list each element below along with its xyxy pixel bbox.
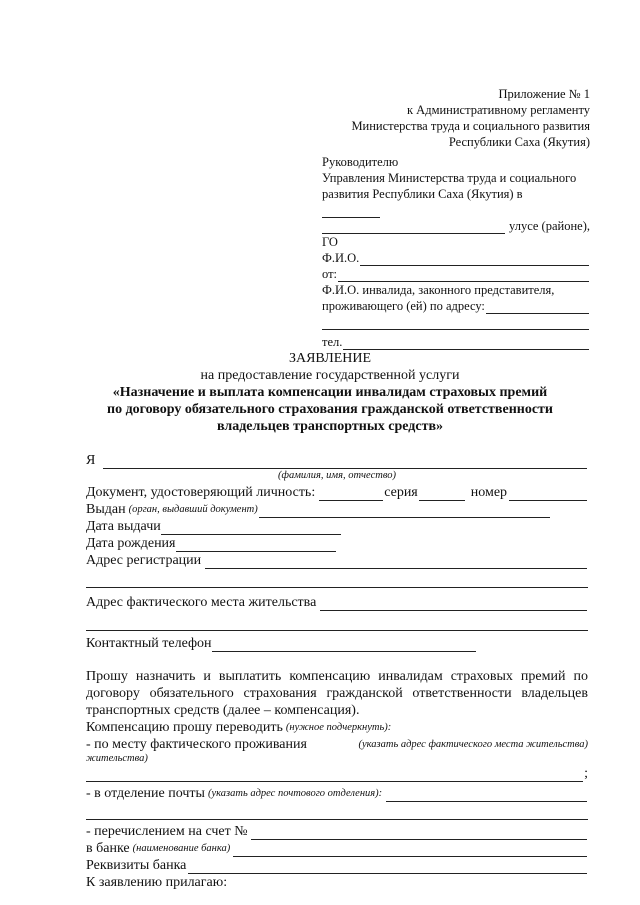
ulus-field[interactable] <box>322 222 505 234</box>
option-account-row <box>86 823 588 840</box>
transfer-label: Компенсацию прошу переводить <box>86 720 283 735</box>
option-residence-hint-cont: жительства) <box>86 753 148 764</box>
addressee-block <box>322 154 590 350</box>
reg-address-label: Адрес регистрации <box>86 553 202 568</box>
appendix-line-2: к Административному регламенту <box>406 103 590 117</box>
addressee-blank-row <box>322 202 590 218</box>
bank-hint: (наименование банка) <box>132 843 231 854</box>
option-post-row <box>86 785 588 802</box>
bank-row <box>86 840 588 857</box>
option-residence-end: ; <box>584 766 588 781</box>
from-label: от: <box>322 267 338 281</box>
bank-details-row <box>86 857 588 874</box>
birth-date-field[interactable] <box>176 538 336 552</box>
go-row <box>322 234 590 250</box>
applicant-name-field[interactable] <box>103 455 587 469</box>
go-label: ГО <box>322 235 338 249</box>
issue-date-field[interactable] <box>161 521 341 535</box>
ya-label: Я <box>86 453 96 468</box>
bank-name-field[interactable] <box>233 843 587 857</box>
applicant-address-field-2[interactable] <box>322 318 589 330</box>
option-residence-row[interactable] <box>86 736 588 753</box>
series-field[interactable] <box>419 487 465 501</box>
bank-details-field[interactable] <box>188 860 587 874</box>
reg-address-field[interactable] <box>205 555 587 569</box>
fio-hint: (фамилия, имя, отчество) <box>278 470 396 481</box>
contact-phone-row <box>86 635 588 652</box>
document-label: Документ, удостоверяющий личность: <box>86 485 316 500</box>
account-number-field[interactable] <box>251 826 587 840</box>
series-label: серия <box>384 485 418 500</box>
number-label: номер <box>470 485 508 500</box>
applicant-name-row <box>86 452 588 469</box>
bank-details-label: Реквизиты банка <box>86 858 187 873</box>
option-post-field-2[interactable] <box>86 805 588 820</box>
applicant-address-row <box>322 298 590 314</box>
option-residence-label[interactable]: - по месту фактического проживания <box>86 737 307 752</box>
ulus-label: улусе (районе), <box>509 219 590 233</box>
option-residence-field-row <box>86 765 588 782</box>
addressee-line-1: Руководителю <box>322 155 399 169</box>
from-row <box>322 266 590 282</box>
head-fio-label: Ф.И.О. <box>322 251 360 265</box>
addressee-line-3: развития Республики Саха (Якутия) в <box>322 187 523 201</box>
addressee-line-2: Управления Министерства труда и социального <box>322 171 577 185</box>
head-phone-label: тел. <box>322 335 343 349</box>
applicant-line-1: Ф.И.О. инвалида, законного представителя, <box>322 283 555 297</box>
request-paragraph: Прошу назначить и выплатить компенсацию инвалидам страховых премий по договору обязательного страхования гражданской ответственности владельцев транспортных средств (далее – компенсация). <box>86 669 588 718</box>
birth-date-row <box>86 535 588 552</box>
transfer-method-row <box>86 719 588 736</box>
option-post-hint: (указать адрес почтового отделения): <box>207 788 383 799</box>
issued-by-field[interactable] <box>259 504 550 518</box>
issue-date-row <box>86 518 588 535</box>
applicant-address-field[interactable] <box>486 302 589 314</box>
service-name-line-3: владельцев транспортных средств» <box>216 419 444 434</box>
service-name-line-1: «Назначение и выплата компенсации инвалидам страховых премий <box>112 385 548 400</box>
actual-address-label: Адрес фактического места жительства <box>86 595 317 610</box>
option-post-field[interactable] <box>386 788 587 802</box>
identity-document-row <box>86 484 588 501</box>
appendix-line-3: Министерства труда и социального развития <box>351 119 590 133</box>
head-phone-field[interactable] <box>343 338 589 350</box>
from-field[interactable] <box>338 270 589 282</box>
issued-hint: (орган, выдавший документ) <box>128 504 258 515</box>
service-name-line-2: по договору обязательного страхования гражданской ответственности <box>107 402 553 417</box>
issue-date-label: Дата выдачи <box>86 519 161 534</box>
appendix-line-4: Республики Саха (Якутия) <box>448 135 590 149</box>
option-residence-hint: (указать адрес фактического места жительства) <box>358 739 588 750</box>
document-title <box>60 350 600 435</box>
contact-phone-label: Контактный телефон <box>86 636 212 651</box>
issued-by-row <box>86 501 588 518</box>
office-blank-line[interactable] <box>322 206 380 218</box>
option-post-label[interactable]: - в отделение почты <box>86 786 205 801</box>
option-account-label[interactable]: - перечислением на счет № <box>86 824 248 839</box>
contact-phone-field[interactable] <box>212 638 476 652</box>
option-residence-field[interactable] <box>86 768 583 782</box>
applicant-address-label: проживающего (ей) по адресу: <box>322 299 485 313</box>
appendix-header <box>351 86 590 150</box>
issued-label: Выдан <box>86 502 126 517</box>
document-type-field[interactable] <box>319 487 383 501</box>
number-field[interactable] <box>509 487 587 501</box>
reg-address-row <box>86 552 588 569</box>
actual-address-row <box>86 594 588 611</box>
transfer-hint: (нужное подчеркнуть): <box>285 722 392 733</box>
title-subheading: на предоставление государственной услуги <box>200 368 460 383</box>
applicant-address-extra <box>322 314 590 330</box>
ulus-row <box>322 218 590 234</box>
cut-off-line: К заявлению прилагаю: <box>86 875 228 890</box>
birth-date-label: Дата рождения <box>86 536 176 551</box>
actual-address-field-2[interactable] <box>86 616 588 631</box>
reg-address-field-2[interactable] <box>86 573 588 588</box>
head-fio-row <box>322 250 590 266</box>
head-phone-row <box>322 334 590 350</box>
actual-address-field[interactable] <box>320 597 587 611</box>
head-fio-field[interactable] <box>360 254 589 266</box>
application-body <box>86 452 588 890</box>
title-heading: ЗАЯВЛЕНИЕ <box>288 351 372 366</box>
appendix-line-1: Приложение № 1 <box>498 87 590 101</box>
bank-label: в банке <box>86 841 130 856</box>
